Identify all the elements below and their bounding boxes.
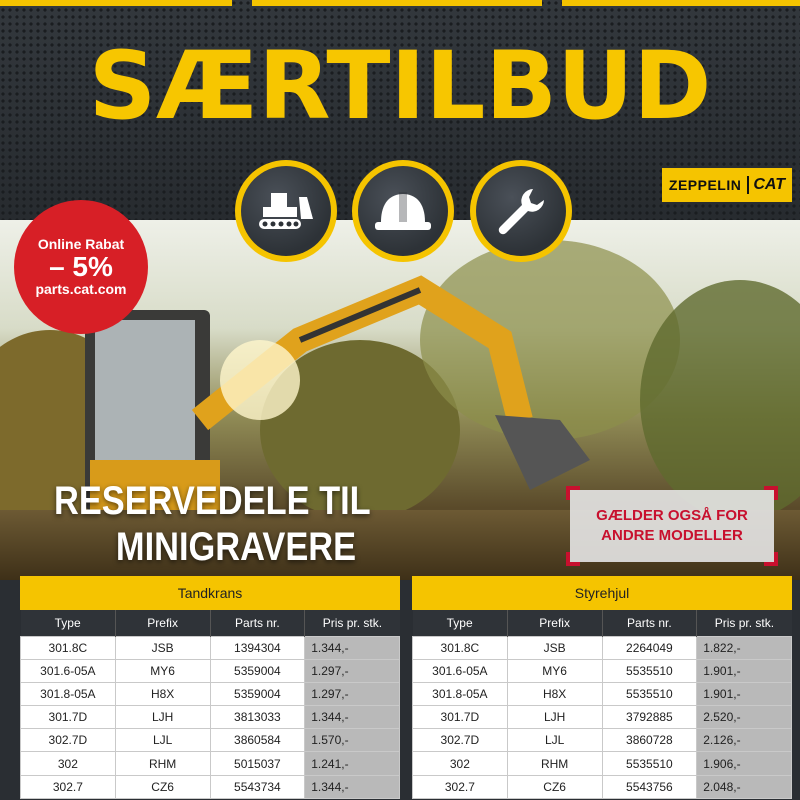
table-cell: MY6 [115,659,210,682]
column-header: Pris pr. stk. [305,610,400,636]
table-cell: 302.7 [21,775,116,798]
column-header: Type [413,610,508,636]
badge-label: Online Rabat [37,235,125,252]
table-cell: 3813033 [210,706,305,729]
column-header: Prefix [507,610,602,636]
table-cell: 5359004 [210,659,305,682]
table-cell: 5535510 [602,682,697,705]
price-table [20,610,400,799]
frame-corner [764,486,778,500]
table-row [21,752,400,775]
frame-corner [566,486,580,500]
table-row [21,729,400,752]
price-table-tandkrans [20,576,400,799]
column-header: Pris pr. stk. [697,610,792,636]
notice-line-2: ANDRE MODELLER [601,527,743,544]
price-table-styrehjul [412,576,792,799]
table-cell: 301.7D [413,706,508,729]
table-cell: 301.8C [413,636,508,659]
table-cell: 5015037 [210,752,305,775]
table-row [21,659,400,682]
table-header-row [413,610,792,636]
column-header: Type [21,610,116,636]
table-cell: 301.8C [21,636,116,659]
frame-corner [566,552,580,566]
table-cell: 301.8-05A [413,682,508,705]
table-cell: 301.6-05A [413,659,508,682]
table-cell: 3860584 [210,729,305,752]
table-cell: LJL [115,729,210,752]
headline-line-1: RESERVEDELE TIL [54,479,371,523]
table-cell: CZ6 [507,775,602,798]
price-cell: 1.241,- [305,752,400,775]
price-cell: 1.297,- [305,682,400,705]
badge-discount: – 5% [49,251,113,283]
table-cell: RHM [115,752,210,775]
table-cell: 5535510 [602,659,697,682]
table-cell: LJH [507,706,602,729]
table-cell: CZ6 [115,775,210,798]
column-header: Parts nr. [602,610,697,636]
table-cell: 302 [413,752,508,775]
also-valid-notice [570,490,774,562]
hard-hat-icon [373,188,433,234]
brand-name: ZEPPELIN [668,177,742,193]
table-cell: RHM [507,752,602,775]
table-body [21,636,400,798]
table-cell: 2264049 [602,636,697,659]
bulldozer-icon-badge [235,160,337,262]
table-cell: 301.6-05A [21,659,116,682]
table-cell: 301.7D [21,706,116,729]
table-cell: 3860728 [602,729,697,752]
price-cell: 1.822,- [697,636,792,659]
cat-logo: CAT [747,176,785,194]
notice-line-1: GÆLDER OGSÅ FOR [596,507,748,524]
table-row [413,636,792,659]
table-cell: 302.7D [413,729,508,752]
table-cell: 1394304 [210,636,305,659]
brand-logo[interactable] [662,168,792,202]
price-cell: 1.901,- [697,682,792,705]
price-cell: 1.570,- [305,729,400,752]
column-header: Parts nr. [210,610,305,636]
table-cell: H8X [507,682,602,705]
price-cell: 2.520,- [697,706,792,729]
table-cell: LJL [507,729,602,752]
table-cell: 302.7 [413,775,508,798]
table-row [413,729,792,752]
table-row [413,659,792,682]
table-row [413,752,792,775]
table-cell: MY6 [507,659,602,682]
price-cell: 1.297,- [305,659,400,682]
online-discount-badge[interactable] [14,200,148,334]
table-caption: Styrehjul [412,576,792,610]
table-cell: 302.7D [21,729,116,752]
table-caption: Tandkrans [20,576,400,610]
table-cell: 3792885 [602,706,697,729]
column-header: Prefix [115,610,210,636]
top-accent-strip [0,0,232,6]
price-cell: 2.126,- [697,729,792,752]
table-row [21,706,400,729]
table-cell: H8X [115,682,210,705]
table-cell: 301.8-05A [21,682,116,705]
table-row [413,682,792,705]
table-row [21,775,400,798]
headline-line-2: MINIGRAVERE [115,525,357,569]
table-cell: 5359004 [210,682,305,705]
table-cell: 5543756 [602,775,697,798]
table-body [413,636,792,798]
table-cell: 302 [21,752,116,775]
price-cell: 1.344,- [305,775,400,798]
table-cell: JSB [115,636,210,659]
frame-corner [764,552,778,566]
table-row [413,706,792,729]
wrench-icon-badge [470,160,572,262]
price-cell: 2.048,- [697,775,792,798]
table-cell: 5543734 [210,775,305,798]
table-cell: LJH [115,706,210,729]
price-table [412,610,792,799]
hard-hat-icon-badge [352,160,454,262]
bulldozer-icon [255,189,317,233]
price-cell: 1.344,- [305,706,400,729]
table-cell: JSB [507,636,602,659]
price-cell: 1.901,- [697,659,792,682]
top-accent-strip [562,0,800,6]
badge-url: parts.cat.com [35,280,127,297]
wrench-icon [493,183,549,239]
table-row [21,682,400,705]
headline [54,478,371,570]
page-title: SÆRTILBUD [88,32,712,141]
price-cell: 1.344,- [305,636,400,659]
table-cell: 5535510 [602,752,697,775]
price-cell: 1.906,- [697,752,792,775]
top-accent-strip [252,0,542,6]
table-header-row [21,610,400,636]
table-row [21,636,400,659]
table-row [413,775,792,798]
